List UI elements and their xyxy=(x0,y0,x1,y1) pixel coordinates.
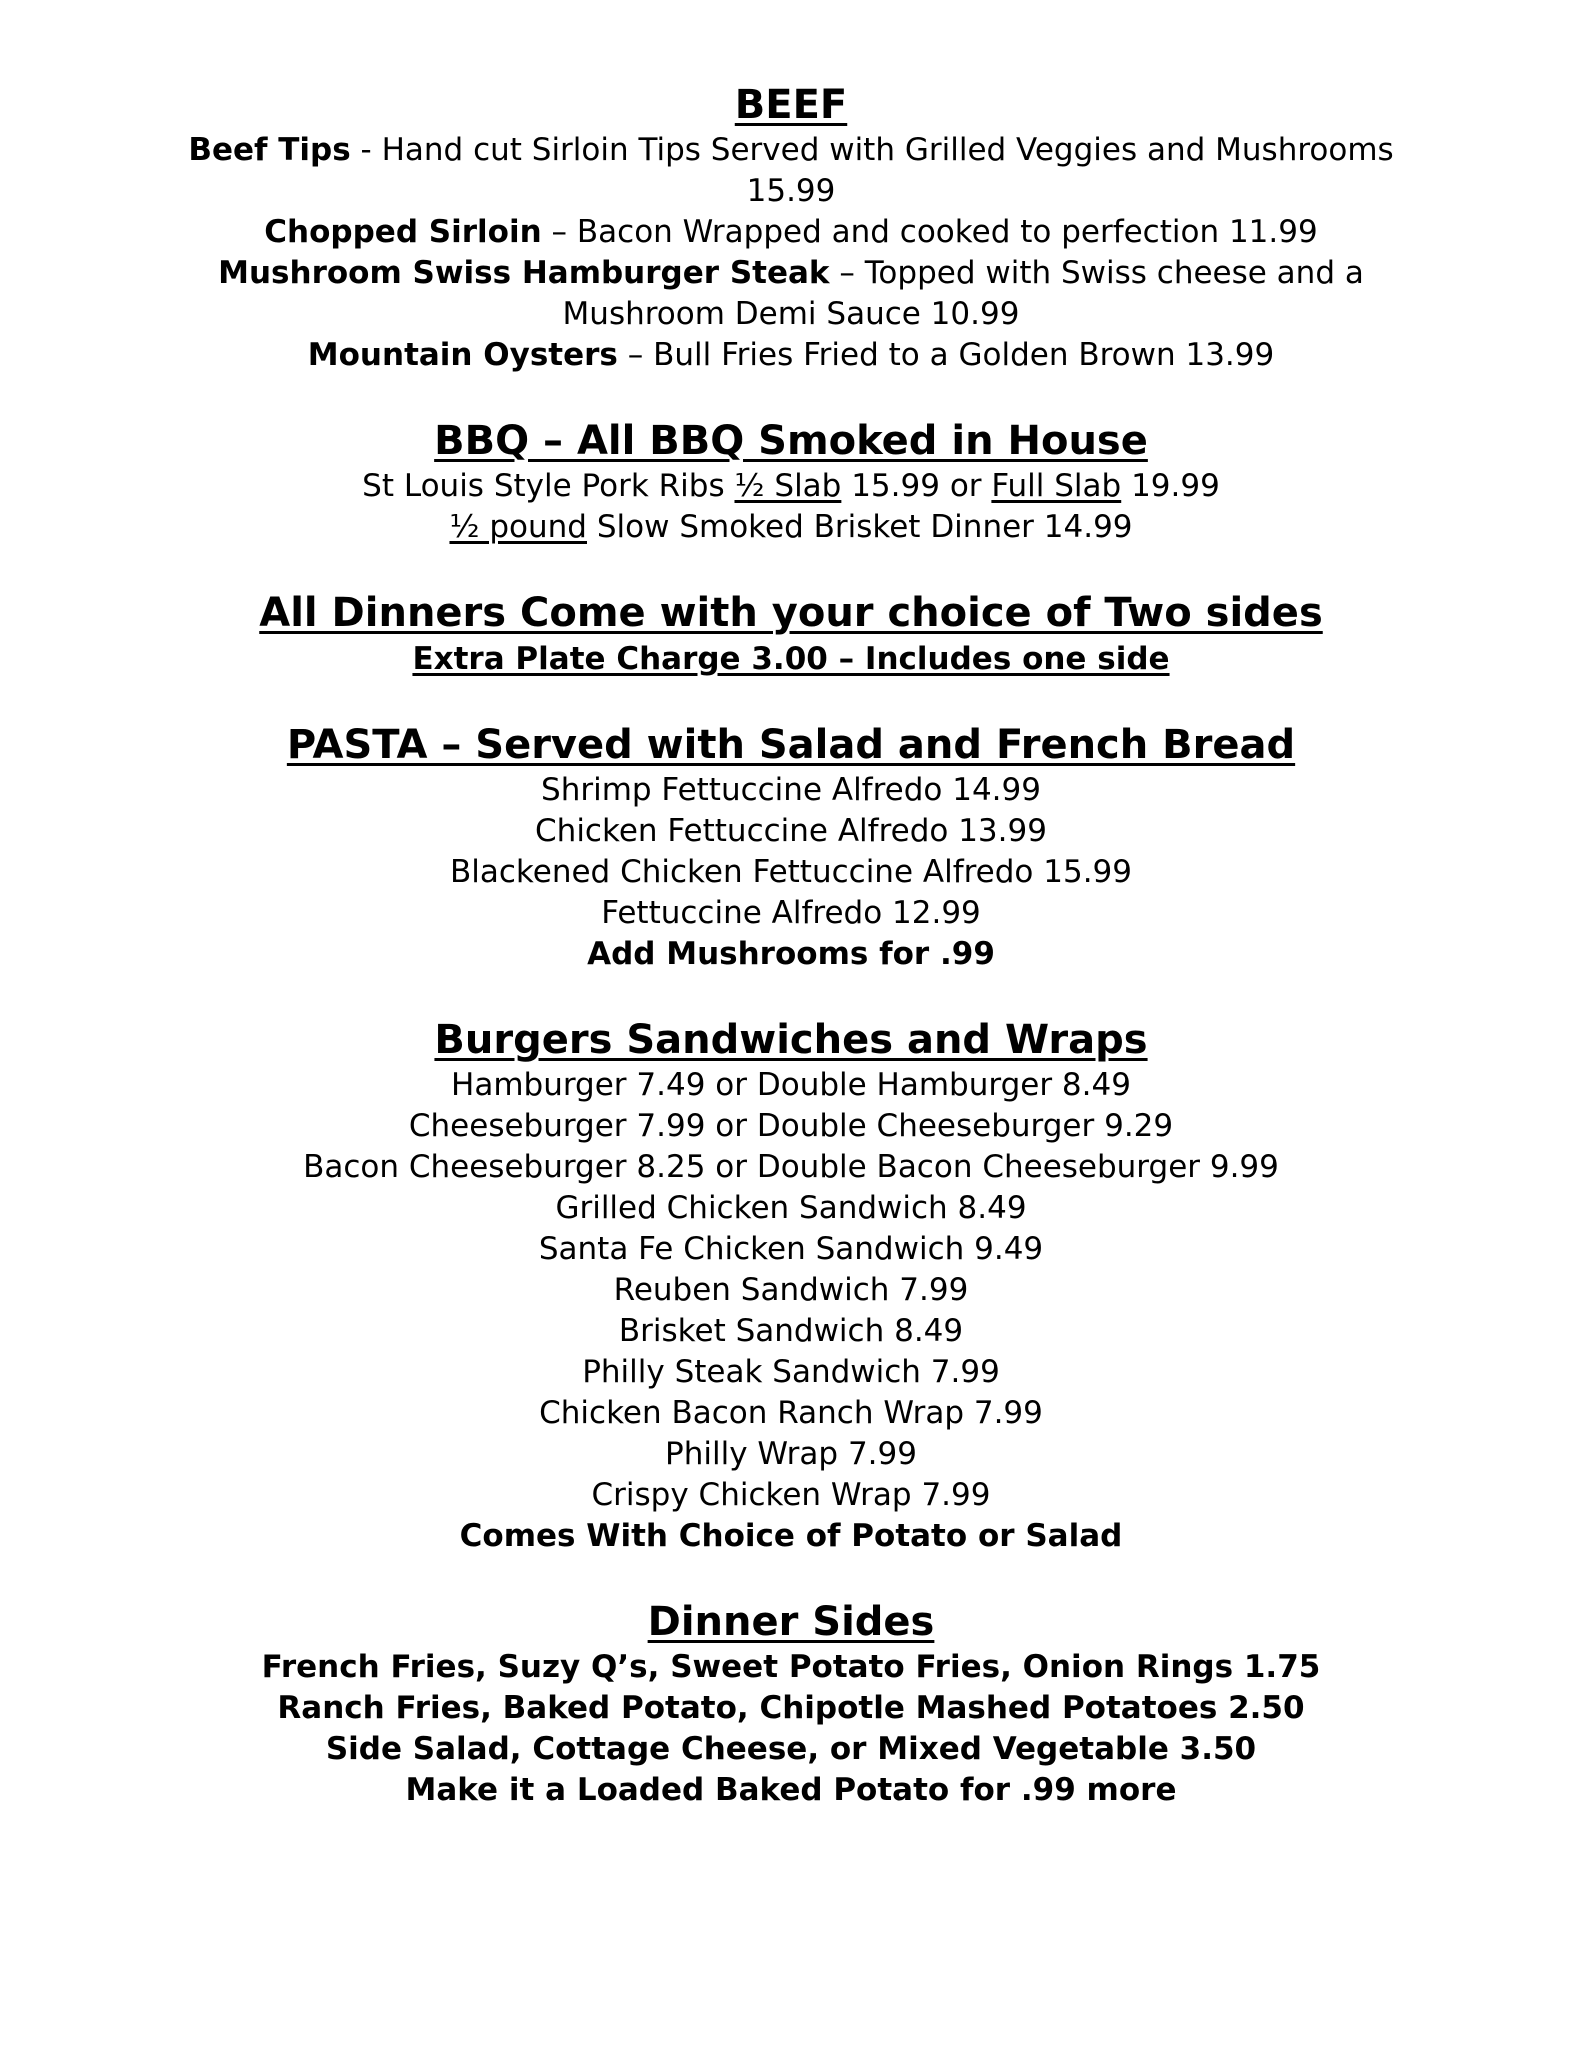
burger-item: Santa Fe Chicken Sandwich 9.49 xyxy=(538,1231,1044,1267)
sides-heading: Dinner Sides xyxy=(647,1599,935,1645)
extra-plate-charge: Extra Plate Charge 3.00 – Includes one side xyxy=(412,641,1170,677)
item-desc: – Bacon Wrapped and cooked to perfection 11.99 xyxy=(541,214,1318,250)
sides-item: Side Salad, Cottage Cheese, or Mixed Vegetable 3.50 xyxy=(325,1731,1257,1767)
beef-heading: BEEF xyxy=(734,82,848,128)
chopped-sirloin-item xyxy=(0,212,1582,253)
ribs-prefix: St Louis Style Pork Ribs xyxy=(362,468,735,504)
burgers-section xyxy=(0,1015,1582,1557)
burger-item: Hamburger 7.49 or Double Hamburger 8.49 xyxy=(451,1067,1131,1103)
ribs-item xyxy=(0,466,1582,507)
beef-section xyxy=(0,80,1582,376)
bbq-section xyxy=(0,416,1582,548)
pasta-heading: PASTA – Served with Salad and French Bread xyxy=(286,722,1296,768)
mountain-oysters-item xyxy=(0,335,1582,376)
dinners-section xyxy=(0,588,1582,680)
item-desc: - Hand cut Sirloin Tips Served with Grilled Veggies and Mushrooms xyxy=(350,132,1394,168)
item-name: Chopped Sirloin xyxy=(264,214,542,250)
spacer xyxy=(0,975,1582,1015)
brisket-rest: Slow Smoked Brisket Dinner 14.99 xyxy=(587,509,1133,545)
beef-tips-price: 15.99 xyxy=(746,173,836,209)
spacer xyxy=(0,680,1582,720)
item-name: Beef Tips xyxy=(188,132,351,168)
sides-item: Ranch Fries, Baked Potato, Chipotle Mashed Potatoes 2.50 xyxy=(277,1690,1305,1726)
burger-item: Bacon Cheeseburger 8.25 or Double Bacon Cheeseburger 9.99 xyxy=(303,1149,1279,1185)
pasta-note: Add Mushrooms for .99 xyxy=(587,936,995,972)
dinners-heading: All Dinners Come with your choice of Two sides xyxy=(259,590,1323,636)
sides-item: French Fries, Suzy Q’s, Sweet Potato Fries, Onion Rings 1.75 xyxy=(261,1649,1321,1685)
ribs-suffix: 19.99 xyxy=(1121,468,1220,504)
sides-item: Make it a Loaded Baked Potato for .99 more xyxy=(405,1772,1177,1808)
mushroom-swiss-desc: Mushroom Demi Sauce 10.99 xyxy=(562,296,1020,332)
spacer xyxy=(0,1557,1582,1597)
burger-item: Grilled Chicken Sandwich 8.49 xyxy=(555,1190,1027,1226)
ribs-full-slab: Full Slab xyxy=(991,468,1122,504)
item-desc: – Bull Fries Fried to a Golden Brown 13.99 xyxy=(617,337,1275,373)
brisket-item xyxy=(0,507,1582,548)
burger-item: Crispy Chicken Wrap 7.99 xyxy=(591,1477,991,1513)
ribs-half-slab: ½ Slab xyxy=(734,468,842,504)
burger-item: Cheeseburger 7.99 or Double Cheeseburger 9.29 xyxy=(408,1108,1174,1144)
spacer xyxy=(0,376,1582,416)
burger-item: Reuben Sandwich 7.99 xyxy=(613,1272,969,1308)
spacer xyxy=(0,548,1582,588)
sides-section xyxy=(0,1597,1582,1811)
mushroom-swiss-item xyxy=(0,253,1582,294)
item-name: Mountain Oysters xyxy=(307,337,618,373)
burgers-note: Comes With Choice of Potato or Salad xyxy=(459,1518,1123,1554)
pasta-item: Blackened Chicken Fettuccine Alfredo 15.99 xyxy=(449,854,1132,890)
burger-item: Chicken Bacon Ranch Wrap 7.99 xyxy=(539,1395,1043,1431)
burger-item: Brisket Sandwich 8.49 xyxy=(618,1313,964,1349)
item-desc: – Topped with Swiss cheese and a xyxy=(829,255,1364,291)
pasta-item: Chicken Fettuccine Alfredo 13.99 xyxy=(535,813,1047,849)
beef-tips-item xyxy=(0,130,1582,171)
burger-item: Philly Wrap 7.99 xyxy=(665,1436,917,1472)
brisket-half-pound: ½ pound xyxy=(449,509,587,545)
pasta-item: Fettuccine Alfredo 12.99 xyxy=(601,895,981,931)
pasta-section xyxy=(0,720,1582,975)
pasta-item: Shrimp Fettuccine Alfredo 14.99 xyxy=(541,772,1041,808)
bbq-heading: BBQ – All BBQ Smoked in House xyxy=(434,418,1148,464)
burger-item: Philly Steak Sandwich 7.99 xyxy=(582,1354,1000,1390)
ribs-mid: 15.99 or xyxy=(841,468,992,504)
burgers-heading: Burgers Sandwiches and Wraps xyxy=(434,1017,1148,1063)
item-name: Mushroom Swiss Hamburger Steak xyxy=(218,255,830,291)
